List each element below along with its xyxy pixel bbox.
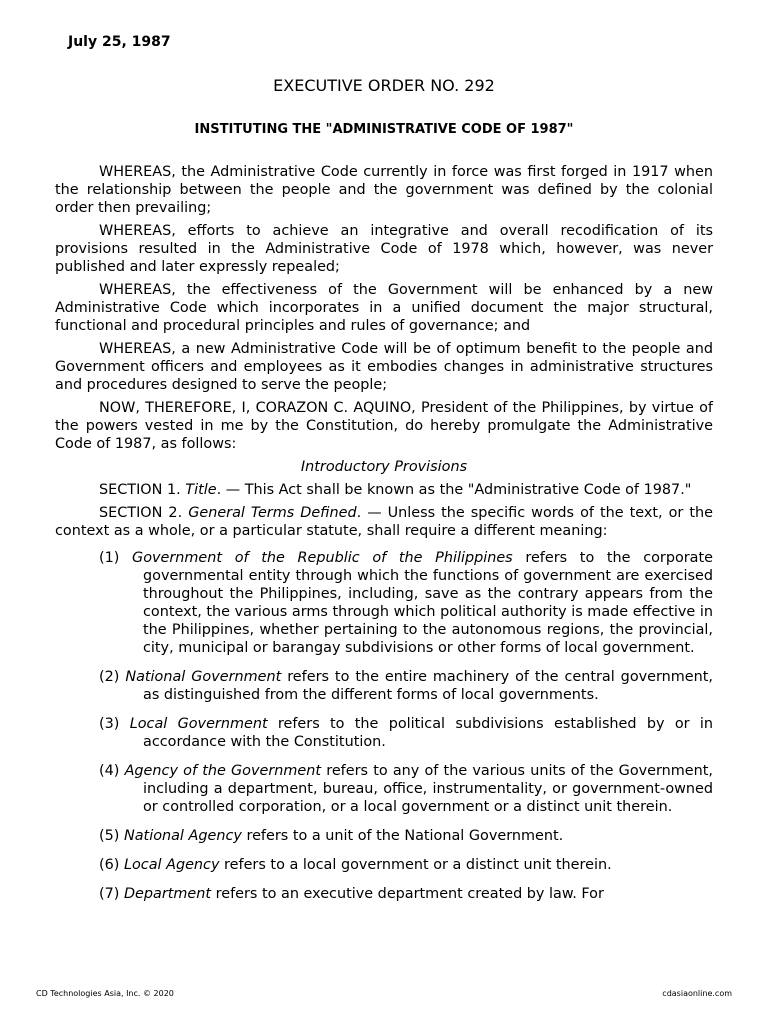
definition-number: (1) xyxy=(99,550,133,566)
definition-number: (6) xyxy=(99,857,124,873)
whereas-clause: WHEREAS, a new Administrative Code will be of optimum benefit to the people and Government officers and employees as it embodies changes in administrative structures and procedures designed to serve the people; xyxy=(55,341,713,393)
definition-text: refers to the political subdivisions established by or in accordance with the Constitution. xyxy=(143,716,714,750)
whereas-clause: WHEREAS, the Administrative Code currently in force was first forged in 1917 when the relationship between the people and the government was defined by the colonial order then prevailing; xyxy=(55,164,713,216)
definition-number: (2) xyxy=(99,669,126,685)
section-1-term: Title xyxy=(185,482,217,498)
whereas-clause: WHEREAS, efforts to achieve an integrative and overall recodification of its provisions resulted in the Administrative Code of 1978 which, however, was never published and later expressly repealed; xyxy=(55,223,713,275)
section-2-prefix: SECTION 2. xyxy=(99,505,189,521)
whereas-clause: WHEREAS, the effectiveness of the Government will be enhanced by a new Administrative Code which incorporates in a unified document the major structural, functional and procedural principles and rules of governance; and xyxy=(55,282,713,334)
executive-order-number: EXECUTIVE ORDER NO. 292 xyxy=(273,76,495,95)
document-date: July 25, 1987 xyxy=(68,34,171,50)
definition-item xyxy=(55,827,713,845)
definition-item xyxy=(55,762,713,816)
section-1-prefix: SECTION 1. xyxy=(99,482,186,498)
definition-item xyxy=(55,856,713,874)
definition-number: (3) xyxy=(99,716,130,732)
definition-item xyxy=(55,668,713,704)
definition-text: refers to the corporate governmental entity through which the functions of government are exercised throughout the Philippines, including, save as the contrary appears from the context, the various arms through which political authority is made effective in the Philippines, whether pertaining to the autonomous regions, the provincial, city, municipal or barangay subdivisions or other forms of local government. xyxy=(143,550,713,656)
definition-text: refers to an executive department created by law. For xyxy=(211,886,604,902)
definition-term: Local Agency xyxy=(123,857,220,873)
definition-text: refers to any of the various units of the Government, including a department, bureau, office, instrumentality, or government-owned or controlled corporation, or a local government or a distinct unit therein. xyxy=(143,763,713,815)
document-body xyxy=(55,163,713,914)
section-2-text: . — Unless the specific words of the text, or the context as a whole, or a particular statute, shall require a different meaning: xyxy=(55,505,713,539)
definition-number: (5) xyxy=(99,828,124,844)
section-heading: Introductory Provisions xyxy=(300,459,468,475)
section-1 xyxy=(55,481,713,499)
enacting-clause: NOW, THEREFORE, I, CORAZON C. AQUINO, President of the Philippines, by virtue of the powers vested in me by the Constitution, do hereby promulgate the Administrative Code of 1987, as follows: xyxy=(55,400,713,452)
document-title: INSTITUTING THE "ADMINISTRATIVE CODE OF 1987" xyxy=(194,122,574,137)
footer-website: cdasiaonline.com xyxy=(662,989,732,998)
definition-number: (4) xyxy=(99,763,125,779)
section-2-term: General Terms Defined xyxy=(188,505,357,521)
definition-item xyxy=(55,549,713,657)
definition-term: National Agency xyxy=(123,828,242,844)
definition-term: Agency of the Government xyxy=(124,763,322,779)
definition-term: National Government xyxy=(125,669,282,685)
definition-item xyxy=(55,715,713,751)
definitions-list xyxy=(55,549,713,903)
definition-text: refers to a unit of the National Government. xyxy=(241,828,564,844)
section-2 xyxy=(55,504,713,540)
definition-term: Government of the Republic of the Philippines xyxy=(132,550,513,566)
definition-item xyxy=(55,885,713,903)
definition-term: Local Government xyxy=(129,716,268,732)
definition-number: (7) xyxy=(99,886,124,902)
definition-text: refers to a local government or a distinct unit therein. xyxy=(219,857,612,873)
section-1-text: . — This Act shall be known as the "Administrative Code of 1987." xyxy=(216,482,692,498)
definition-text: refers to the entire machinery of the central government, as distinguished from the different forms of local governments. xyxy=(143,669,713,703)
definition-term: Department xyxy=(123,886,212,902)
footer-copyright: CD Technologies Asia, Inc. © 2020 xyxy=(36,989,174,998)
